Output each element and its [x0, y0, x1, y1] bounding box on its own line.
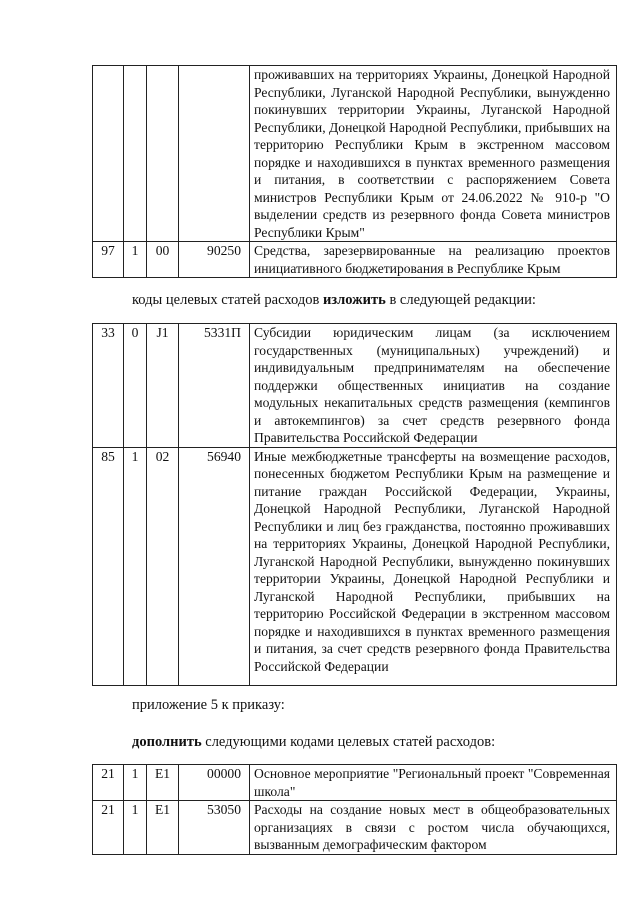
subprogram-code-cell: 1: [124, 765, 147, 801]
instruction-text: следующими кодами целевых статей расходов:: [201, 734, 496, 750]
description-cell: Иные межбюджетные трансферты на возмещение расходов, понесенных бюджетом Республики Крым на размещение и питание граждан Российской Федерации, Украины, Донецкой Народной Республики, Луганской Народной Республики и лиц без гражданства, постоянно проживавших на территориях Украины, Донецкой Народной Республики, Луганской Народной Республики, вынужденно покинувших территории Украины, Донецкой Народной Республики и Луганской Народной Республики, прибывших на территорию Российской Федерации в экстренном массовом порядке и находившихся в пунктах временного размещения и питания, за счет средств резервного фонда Правительства Российской Федерации: [250, 447, 617, 685]
table-row: [93, 765, 617, 801]
program-code-cell: 97: [93, 242, 124, 278]
description-cell: Основное мероприятие "Региональный проект "Современная школа": [250, 765, 617, 801]
expense-code-cell: 53050: [179, 801, 250, 855]
instruction-keyword: дополнить: [132, 734, 202, 750]
direction-code-cell: 02: [147, 447, 179, 685]
direction-code-cell: E1: [147, 765, 179, 801]
target-codes-table-continued: [92, 65, 617, 278]
table-row: [93, 242, 617, 278]
description-cell: Расходы на создание новых мест в общеобразовательных организациях в связи с ростом числа обучающихся, вызванным демографическим фактором: [250, 801, 617, 855]
target-codes-table-added: [92, 764, 617, 855]
direction-code-cell: 00: [147, 242, 179, 278]
table-row: [93, 447, 617, 685]
expense-code-cell: 90250: [179, 242, 250, 278]
expense-code-cell: 00000: [179, 765, 250, 801]
program-code-cell: [93, 66, 124, 242]
subprogram-code-cell: 0: [124, 324, 147, 448]
subprogram-code-cell: 1: [124, 801, 147, 855]
description-cell: проживавших на территориях Украины, Донецкой Народной Республики, Луганской Народной Республики, вынужденно покинувших территории Украины, Луганской Народной Республики, Донецкой Народной Республики, прибывших на территорию Республики Крым в экстренном массовом порядке и находившихся в пунктах временного размещения и питания, в соответствии с распоряжением Совета министров Республики Крым от 24.06.2022 № 910-р "О выделении средств из резервного фонда Совета министров Республики Крым": [250, 66, 617, 242]
direction-code-cell: E1: [147, 801, 179, 855]
program-code-cell: 85: [93, 447, 124, 685]
subprogram-code-cell: 1: [124, 447, 147, 685]
table-row: [93, 66, 617, 242]
instruction-text: коды целевых статей расходов: [132, 292, 323, 308]
instruction-paragraph: [132, 733, 495, 751]
subprogram-code-cell: [124, 66, 147, 242]
expense-code-cell: 56940: [179, 447, 250, 685]
program-code-cell: 33: [93, 324, 124, 448]
target-codes-table-revised: [92, 323, 617, 686]
table-row: [93, 801, 617, 855]
program-code-cell: 21: [93, 801, 124, 855]
instruction-keyword: изложить: [322, 292, 386, 308]
subprogram-code-cell: 1: [124, 242, 147, 278]
instruction-paragraph: [132, 291, 536, 309]
expense-code-cell: [179, 66, 250, 242]
instruction-text: в следующей редакции:: [385, 292, 536, 308]
description-cell: Субсидии юридическим лицам (за исключением государственных (муниципальных) учреждений) и индивидуальным предпринимателям на обеспечение поддержки общественных инициатив на создание модульных некапитальных средств размещения (кемпингов и автокемпингов) за счет средств резервного фонда Правительства Российской Федерации: [250, 324, 617, 448]
direction-code-cell: J1: [147, 324, 179, 448]
direction-code-cell: [147, 66, 179, 242]
expense-code-cell: 5331П: [179, 324, 250, 448]
table-row: [93, 324, 617, 448]
appendix-paragraph: приложение 5 к приказу:: [132, 697, 285, 713]
program-code-cell: 21: [93, 765, 124, 801]
description-cell: Средства, зарезервированные на реализацию проектов инициативного бюджетирования в Республике Крым: [250, 242, 617, 278]
